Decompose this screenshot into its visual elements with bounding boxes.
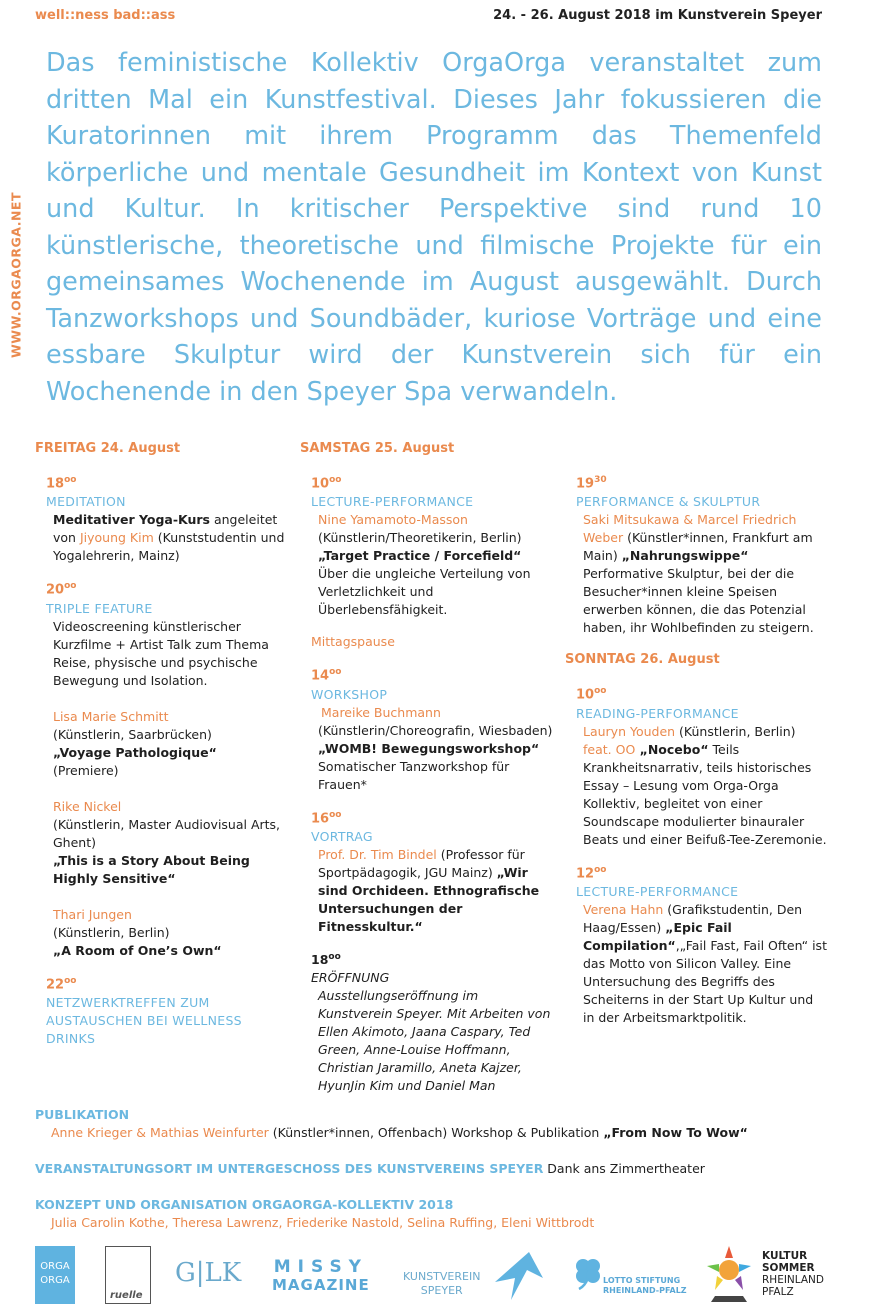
artist-entry: Rike Nickel (Künstlerin, Master Audiovisual Arts, Ghent) „This is a Story About Being Highly Sensitive“ [53, 798, 281, 886]
festival-brand: well::ness bad::ass [35, 8, 176, 23]
category: VORTRAG [311, 828, 373, 844]
category: WORKSHOP [311, 686, 388, 702]
program-entry [311, 948, 555, 1095]
kultursommer-logo: KULTUR SOMMER RHEINLAND PFALZ [762, 1250, 824, 1298]
day-heading: SONNTAG 26. August [565, 652, 720, 668]
entry-text: Ausstellungseröffnung im Kunstverein Speyer. Mit Arbeiten von Ellen Akimoto, Jaana Caspary, Ted Green, Anne-Louise Hoffmann, Christian Jaramillo, Aneta Kajzer, HyunJin Kim und Daniel Man [318, 988, 551, 1094]
kultursommer-sun-icon [703, 1244, 755, 1304]
publication-section: PUBLIKATION Anne Krieger & Mathias Weinfurter (Künstler*innen, Offenbach) Workshop & Publikation „From Now To Wow“ [35, 1107, 748, 1140]
program-entry [311, 471, 555, 619]
entry-text: Nine Yamamoto-Masson (Künstlerin/Theoretikerin, Berlin) „Target Practice / Forcefield“ Über die ungleiche Verteilung von Verletzlichkeit und Überlebensfähigkeit. [318, 512, 531, 618]
intro-paragraph: Das feministische Kollektiv OrgaOrga veranstaltet zum dritten Mal ein Kunstfestival. Dieses Jahr fokussieren die Kuratorinnen mit ihrem Programm das Themenfeld körperliche und mentale Gesundheit im Kontext von Kunst und Kultur. In kritischer Perspektive sind rund 10 künstlerische, theoretische und filmische Projekte für ein gemeinsames Wochenende im August ausgewählt. Durch Tanzworkshops und Soundbäder, kuriose Vorträge und eine essbare Skulptur wird der Kunstverein sich für ein Wochenende in den Speyer Spa verwandeln. [46, 48, 822, 407]
lunch-break: Mittagspause [311, 634, 395, 650]
kunstverein-speyer-logo: KUNSTVEREIN SPEYER [403, 1270, 481, 1297]
entry-text: Verena Hahn (Grafikstudentin, Den Haag/Essen) „Epic Fail Compilation“,„Fail Fast, Fail Often“ ist das Motto von Silicon Valley. Eine Untersuchung des Begriffs des Scheiterns in der Start Up Kultur und in der Arbeitsmarktpolitik. [583, 901, 827, 1025]
glk-logo: G|LK [175, 1258, 242, 1288]
entry-text: Saki Mitsukawa & Marcel Friedrich Weber (Künstler*innen, Frankfurt am Main) „Nahrungswippe“ Performative Skulptur, bei der die Besucher*innen kleine Speisen erwerben können, die das Potenzial haben, ihr Wohlbefinden zu steigern. [583, 512, 814, 636]
festival-dates: 24. - 26. August 2018 im Kunstverein Speyer [493, 8, 822, 23]
program-entry [46, 972, 290, 1048]
lotto-stiftung-logo: LOTTO STIFTUNG RHEINLAND-PFALZ [603, 1276, 687, 1295]
missy-magazine-logo: MISSY MAGAZINE [272, 1257, 370, 1294]
artist-entry: Thari Jungen (Künstlerin, Berlin) „A Room of One’s Own“ [53, 906, 222, 958]
saturday-column [300, 440, 555, 1095]
vertical-website [4, 192, 28, 358]
category: READING-PERFORMANCE [576, 705, 739, 721]
entry-text: Lauryn Youden (Künstlerin, Berlin) feat. OO „Nocebo“ Teils Krankheitsnarrativ, teils historisches Essay – Lesung vom Orga-Orga Kollektiv, begleitet von einer Soundscape modulierter binauraler Beats und einer Beifuß-Tee-Zeremonie. [583, 723, 827, 847]
category: MEDITATION [46, 494, 126, 510]
program-entry [311, 663, 555, 793]
day-heading: FREITAG 24. August [35, 441, 181, 456]
time: $14^{oo}$ [311, 667, 342, 684]
program-entry [46, 471, 290, 565]
entry-text: Prof. Dr. Tim Bindel (Professor für Sportpädagogik, JGU Mainz) „Wir sind Orchideen. Ethnografische Untersuchungen der Fitnesskultur.“ [318, 846, 540, 934]
venue-section: VERANSTALTUNGSORT IM UNTERGESCHOSS DES KUNSTVEREINS SPEYER Dank ans Zimmertheater [35, 1161, 705, 1176]
time: $18^{oo}$ [311, 951, 341, 968]
entry-text: Videoscreening künstlerischer Kurzfilme + Artist Talk zum Thema Reise, physische und psychische Bewegung und Isolation. [53, 618, 269, 688]
website-url[interactable]: WWW.ORGAORGA.NET [8, 192, 24, 358]
program-entry [576, 861, 827, 1027]
entry-text: Mareike Buchmann (Künstlerin/Choreografin, Wiesbaden) „WOMB! Bewegungsworkshop“ Somatischer Tanzworkshop für Frauen* [318, 704, 553, 792]
right-column [565, 458, 827, 1027]
category: NETZWERKTREFFEN ZUM AUSTAUSCHEN BEI WELLNESS DRINKS [46, 994, 242, 1046]
time: $19^{30}$ [576, 475, 607, 492]
friday-column [35, 440, 290, 1048]
time: $20^{oo}$ [46, 581, 77, 598]
time: $22^{oo}$ [46, 975, 77, 992]
category: LECTURE-PERFORMANCE [576, 883, 739, 899]
kunstverein-arrow-icon [491, 1248, 547, 1304]
time: $18^{oo}$ [46, 475, 77, 492]
program-entry [576, 682, 827, 848]
entry-text: Meditativer Yoga-Kurs angeleitet von Jiyoung Kim (Kunststudentin und Yogalehrerin, Mainz) [53, 512, 285, 564]
organization-section: KONZEPT UND ORGANISATION ORGAORGA-KOLLEKTIV 2018 Julia Carolin Kothe, Theresa Lawrenz, Friederike Nastold, Selina Ruffing, Eleni Wittbrodt [35, 1197, 595, 1230]
ruelle-logo: ruelle [105, 1246, 151, 1304]
program-entry [311, 806, 555, 936]
category: ERÖFFNUNG [311, 970, 390, 986]
sponsor-logos [35, 1240, 835, 1306]
category: PERFORMANCE & SKULPTUR [576, 494, 761, 510]
time: $10^{oo}$ [311, 475, 342, 492]
lotto-clover-icon [573, 1256, 603, 1290]
day-heading: SAMSTAG 25. August [300, 441, 455, 456]
category: TRIPLE FEATURE [46, 600, 153, 616]
artist-entry: Lisa Marie Schmitt (Künstlerin, Saarbrücken) „Voyage Pathologique“ (Premiere) [53, 708, 217, 778]
category: LECTURE-PERFORMANCE [311, 494, 474, 510]
time: $16^{oo}$ [311, 809, 342, 826]
program-entry [576, 471, 827, 637]
program-entry [46, 577, 290, 689]
time: $12^{oo}$ [576, 864, 607, 881]
time: $10^{oo}$ [576, 686, 607, 703]
orgaorga-logo: ORGA ORGA [35, 1246, 75, 1304]
